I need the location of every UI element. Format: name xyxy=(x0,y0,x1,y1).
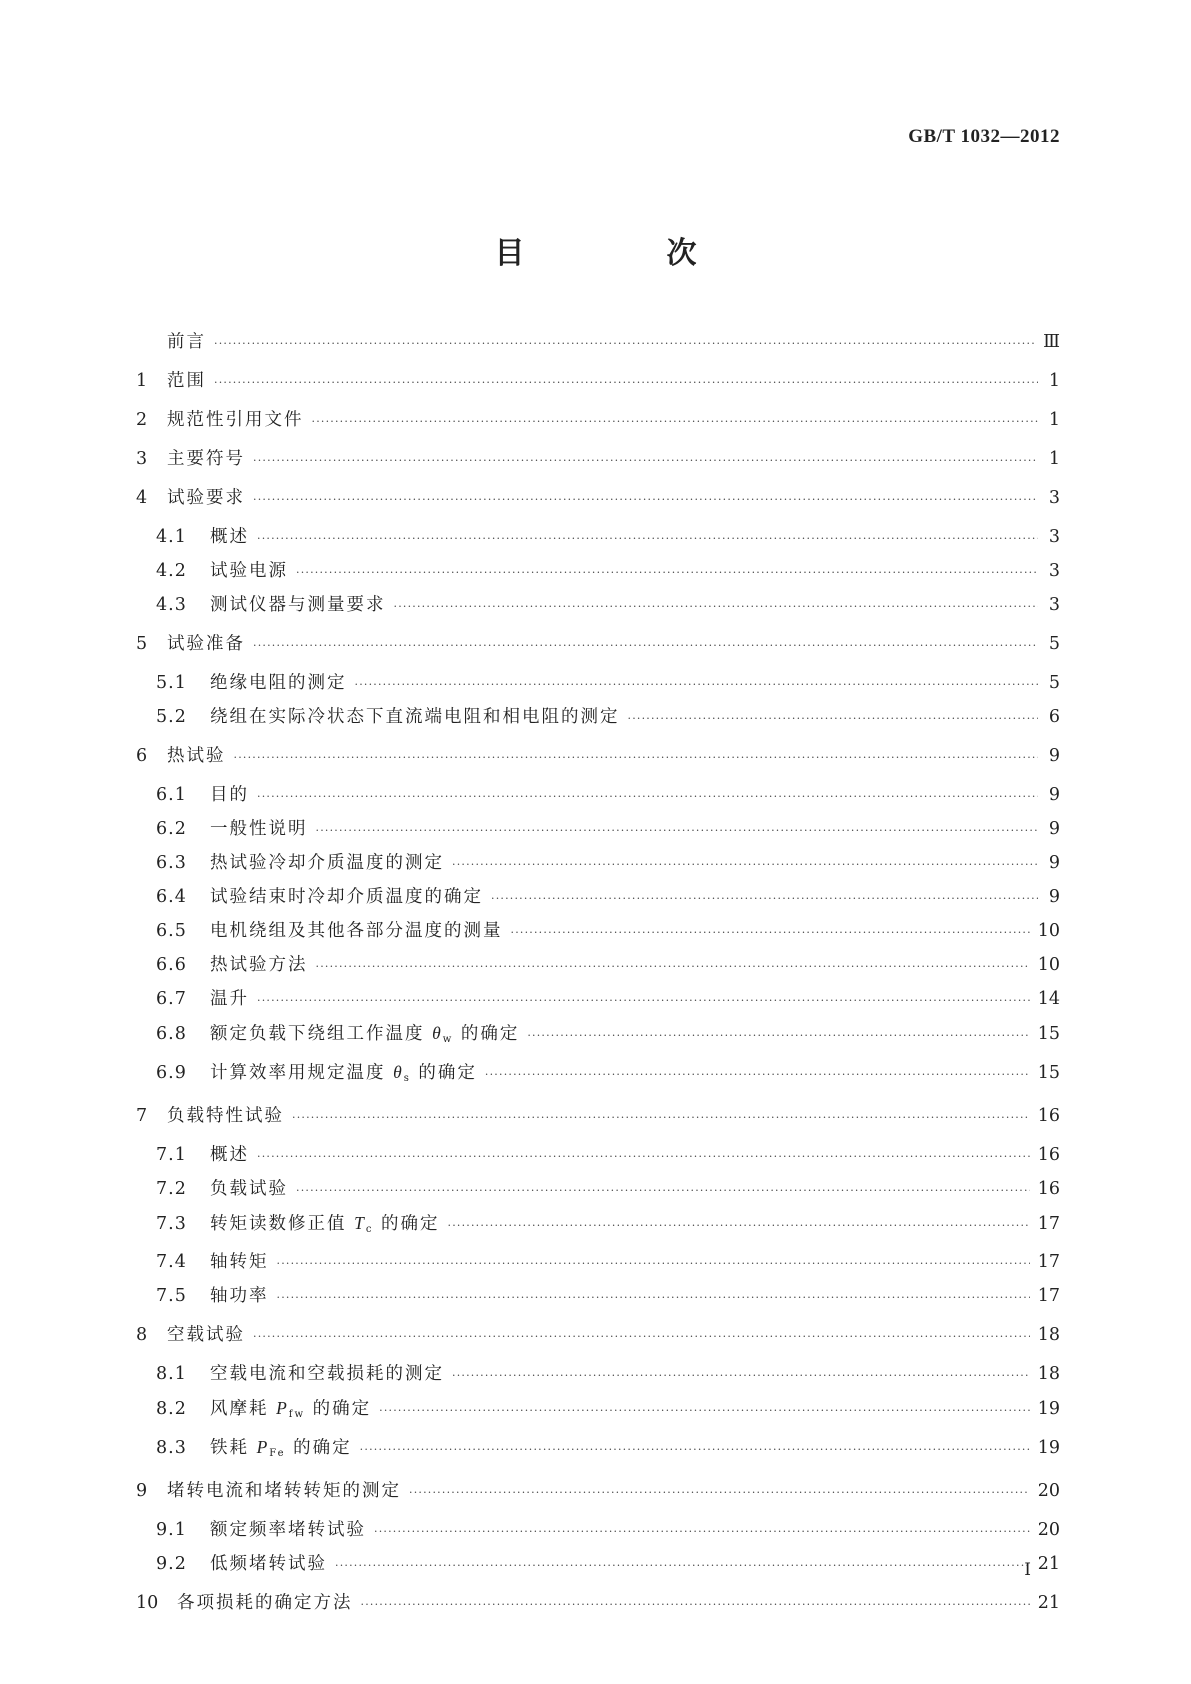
toc-entry-title: 概述 xyxy=(210,1145,249,1165)
toc-entry-page: 3 xyxy=(1048,595,1060,615)
toc-entry-number: 9.1 xyxy=(156,1520,187,1540)
toc-entry[interactable] xyxy=(136,707,1060,729)
toc-entry[interactable] xyxy=(136,449,1060,471)
toc-entry-number: 6.3 xyxy=(156,853,187,873)
toc-entry-page: 17 xyxy=(1037,1286,1060,1306)
toc-entry-page: 17 xyxy=(1037,1252,1060,1272)
dot-leader xyxy=(214,334,1035,354)
toc-entry-number: 9 xyxy=(136,1481,148,1501)
toc-entry[interactable] xyxy=(136,410,1060,432)
toc-entry-title: 目的 xyxy=(210,785,249,805)
toc-entry-title: 试验要求 xyxy=(167,488,245,508)
toc-entry[interactable] xyxy=(136,1481,1060,1503)
toc-entry-title: 转矩读数修正值 $T_c$ 的确定 xyxy=(210,1213,440,1235)
toc-entry-title: 各项损耗的确定方法 xyxy=(177,1593,353,1613)
dot-leader xyxy=(379,1401,1030,1421)
toc-entry-page: 3 xyxy=(1048,488,1060,508)
toc-entry-number: 9.2 xyxy=(156,1554,187,1574)
toc-entry[interactable] xyxy=(136,561,1060,583)
toc-entry[interactable] xyxy=(136,1062,1060,1089)
toc-entry-number: 8.1 xyxy=(156,1364,187,1384)
toc-entry[interactable] xyxy=(136,819,1060,841)
dot-leader xyxy=(257,1147,1030,1167)
dot-leader xyxy=(277,1254,1030,1274)
dot-leader xyxy=(296,563,1038,583)
toc-entry-number: 1 xyxy=(136,371,148,391)
toc-entry-number: 7.4 xyxy=(156,1252,187,1272)
dot-leader xyxy=(253,636,1038,656)
toc-entry-title: 堵转电流和堵转转矩的测定 xyxy=(167,1481,401,1501)
toc-entry-number: 7.1 xyxy=(156,1145,187,1165)
toc-entry-page: 3 xyxy=(1048,561,1060,581)
toc-entry-number: 6 xyxy=(136,746,148,766)
standard-number: GB/T 1032—2012 xyxy=(908,126,1060,147)
toc-entry-number: 6.1 xyxy=(156,785,187,805)
toc-entry-title: 试验结束时冷却介质温度的确定 xyxy=(210,887,483,907)
toc-entry[interactable] xyxy=(136,332,1060,354)
toc-entry-page: 9 xyxy=(1048,746,1060,766)
toc-entry-page: 16 xyxy=(1037,1145,1060,1165)
toc-entry[interactable] xyxy=(136,1213,1060,1240)
toc-entry-page: 1 xyxy=(1048,410,1060,430)
dot-leader xyxy=(253,1327,1030,1347)
math-symbol: T xyxy=(354,1213,366,1233)
toc-entry-number: 6.8 xyxy=(156,1024,187,1044)
toc-entry[interactable] xyxy=(136,488,1060,510)
toc-entry[interactable] xyxy=(136,1437,1060,1464)
toc-entry-number: 7.5 xyxy=(156,1286,187,1306)
toc-entry-title: 热试验冷却介质温度的测定 xyxy=(210,853,444,873)
toc-entry[interactable] xyxy=(136,1398,1060,1425)
page-number: I xyxy=(1024,1560,1031,1580)
math-subscript: w xyxy=(442,1034,454,1045)
toc-entry[interactable] xyxy=(136,673,1060,695)
toc-entry-title: 规范性引用文件 xyxy=(167,410,304,430)
dot-leader xyxy=(355,675,1039,695)
dot-leader xyxy=(452,855,1038,875)
toc-entry[interactable] xyxy=(136,785,1060,807)
math-symbol: θ xyxy=(393,1062,404,1082)
toc-entry-page: 10 xyxy=(1037,955,1060,975)
dot-leader xyxy=(374,1522,1030,1542)
math-subscript: Fe xyxy=(269,1448,286,1459)
toc-entry-page: 18 xyxy=(1037,1325,1060,1345)
toc-entry-title: 试验电源 xyxy=(210,561,288,581)
toc-entry-page: 1 xyxy=(1048,449,1060,469)
toc-entry-page: 6 xyxy=(1048,707,1060,727)
toc-entry-number: 7.2 xyxy=(156,1179,187,1199)
toc-entry[interactable] xyxy=(136,371,1060,393)
toc-entry[interactable] xyxy=(136,1179,1060,1201)
toc-entry-page: 10 xyxy=(1037,921,1060,941)
math-subscript: c xyxy=(365,1224,374,1235)
toc-entry-page: 16 xyxy=(1037,1106,1060,1126)
dot-leader xyxy=(485,1065,1030,1085)
toc-entry-page: 16 xyxy=(1037,1179,1060,1199)
dot-leader xyxy=(296,1181,1030,1201)
toc-entry-number: 10 xyxy=(136,1593,159,1613)
toc-entry-number: 6.2 xyxy=(156,819,187,839)
toc-entry-title: 负载试验 xyxy=(210,1179,288,1199)
toc-entry-title: 空载电流和空载损耗的测定 xyxy=(210,1364,444,1384)
toc-entry-page: 19 xyxy=(1037,1438,1060,1458)
toc-entry[interactable] xyxy=(136,1325,1060,1347)
dot-leader xyxy=(253,451,1038,471)
toc-entry-title: 额定负载下绕组工作温度 $\theta_w$ 的确定 xyxy=(210,1023,520,1045)
dot-leader xyxy=(448,1216,1030,1236)
toc-entry-page: 15 xyxy=(1037,1024,1060,1044)
toc-entry-title: 低频堵转试验 xyxy=(210,1554,327,1574)
toc-entry-title: 铁耗 $P_{Fe}$ 的确定 xyxy=(210,1437,352,1459)
math-subscript: s xyxy=(403,1073,411,1084)
toc-entry-title: 前言 xyxy=(167,332,206,352)
toc-entry-number: 7.3 xyxy=(156,1214,187,1234)
dot-leader xyxy=(452,1366,1030,1386)
dot-leader xyxy=(312,412,1039,432)
toc-entry-title: 试验准备 xyxy=(167,634,245,654)
toc-entry-page: 9 xyxy=(1048,887,1060,907)
toc-entry-page: 21 xyxy=(1037,1593,1060,1613)
toc-entry-number: 5.2 xyxy=(156,707,187,727)
toc-entry-title: 电机绕组及其他各部分温度的测量 xyxy=(210,921,503,941)
toc-entry-number: 6.4 xyxy=(156,887,187,907)
toc-entry[interactable] xyxy=(136,595,1060,617)
toc-entry[interactable] xyxy=(136,1364,1060,1386)
toc-entry[interactable] xyxy=(136,887,1060,909)
dot-leader xyxy=(360,1440,1030,1460)
dot-leader xyxy=(394,597,1039,617)
dot-leader xyxy=(234,748,1039,768)
toc-entry-number: 6.7 xyxy=(156,989,187,1009)
toc-entry-page: 9 xyxy=(1048,819,1060,839)
toc-entry-page: 9 xyxy=(1048,853,1060,873)
toc-entry-title: 测试仪器与测量要求 xyxy=(210,595,386,615)
toc-entry-page: 5 xyxy=(1048,634,1060,654)
dot-leader xyxy=(316,821,1039,841)
toc-entry-title: 主要符号 xyxy=(167,449,245,469)
toc-entry-number: 8.3 xyxy=(156,1438,187,1458)
toc-entry[interactable] xyxy=(136,1593,1060,1615)
toc-entry-title: 轴转矩 xyxy=(210,1252,269,1272)
dot-leader xyxy=(257,529,1038,549)
toc-entry-page: 17 xyxy=(1037,1214,1060,1234)
toc-entry-number: 6.6 xyxy=(156,955,187,975)
toc-entry-page: 14 xyxy=(1037,989,1060,1009)
toc-entry-page: 21 xyxy=(1037,1554,1060,1574)
toc-entry[interactable] xyxy=(136,527,1060,549)
toc-entry-page: 5 xyxy=(1048,673,1060,693)
dot-leader xyxy=(292,1108,1030,1128)
toc-entry-title: 绕组在实际冷状态下直流端电阻和相电阻的测定 xyxy=(210,707,620,727)
toc-entry-number: 3 xyxy=(136,449,148,469)
dot-leader xyxy=(361,1595,1030,1615)
toc-entry-title: 热试验方法 xyxy=(210,955,308,975)
toc-entry-title: 绝缘电阻的测定 xyxy=(210,673,347,693)
toc-entry-number: 8.2 xyxy=(156,1399,187,1419)
toc-entry-title: 轴功率 xyxy=(210,1286,269,1306)
toc-entry[interactable] xyxy=(136,746,1060,768)
toc-entry-number: 7 xyxy=(136,1106,148,1126)
toc-entry-title: 空载试验 xyxy=(167,1325,245,1345)
toc-entry[interactable] xyxy=(136,1023,1060,1050)
toc-entry-title: 温升 xyxy=(210,989,249,1009)
toc-entry-number: 4 xyxy=(136,488,148,508)
toc-entry[interactable] xyxy=(136,1520,1060,1542)
dot-leader xyxy=(511,923,1030,943)
dot-leader xyxy=(316,957,1030,977)
toc-entry-page: 20 xyxy=(1037,1520,1060,1540)
toc-entry-title: 一般性说明 xyxy=(210,819,308,839)
toc-entry[interactable] xyxy=(136,1106,1060,1128)
toc-entry-page: 15 xyxy=(1037,1063,1060,1083)
toc-entry-page: 19 xyxy=(1037,1399,1060,1419)
math-subscript: fw xyxy=(288,1409,306,1420)
dot-leader xyxy=(628,709,1039,729)
math-symbol: P xyxy=(276,1398,289,1418)
toc-entry[interactable] xyxy=(136,921,1060,943)
toc-entry[interactable] xyxy=(136,1252,1060,1274)
toc-entry-page: 20 xyxy=(1037,1481,1060,1501)
dot-leader xyxy=(527,1026,1029,1046)
dot-leader xyxy=(277,1288,1030,1308)
toc-entry[interactable] xyxy=(136,1145,1060,1167)
toc-entry-title: 风摩耗 $P_{fw}$ 的确定 xyxy=(210,1398,372,1420)
toc-entry-number: 2 xyxy=(136,410,148,430)
toc-entry-title: 负载特性试验 xyxy=(167,1106,284,1126)
toc-entry-title: 额定频率堵转试验 xyxy=(210,1520,366,1540)
dot-leader xyxy=(409,1483,1030,1503)
toc-entry-number: 5 xyxy=(136,634,148,654)
dot-leader xyxy=(257,787,1038,807)
toc-entry[interactable] xyxy=(136,989,1060,1011)
dot-leader xyxy=(214,373,1038,393)
toc-entry-page: 18 xyxy=(1037,1364,1060,1384)
toc-entry[interactable] xyxy=(136,853,1060,875)
toc-entry[interactable] xyxy=(136,634,1060,656)
dot-leader xyxy=(253,490,1038,510)
math-symbol: θ xyxy=(432,1023,443,1043)
page-title: 目 次 xyxy=(494,236,753,271)
toc-entry-title: 概述 xyxy=(210,527,249,547)
toc-entry-page: 9 xyxy=(1048,785,1060,805)
toc-entry-number: 4.3 xyxy=(156,595,187,615)
toc-entry-number: 6.9 xyxy=(156,1063,187,1083)
dot-leader xyxy=(491,889,1038,909)
table-of-contents xyxy=(136,332,1060,1615)
toc-entry-title: 计算效率用规定温度 $\theta_s$ 的确定 xyxy=(210,1062,477,1084)
toc-entry[interactable] xyxy=(136,1286,1060,1308)
toc-entry-number: 4.1 xyxy=(156,527,187,547)
toc-entry-number: 6.5 xyxy=(156,921,187,941)
toc-entry-page: 3 xyxy=(1048,527,1060,547)
toc-entry-number: 8 xyxy=(136,1325,148,1345)
toc-entry-title: 范围 xyxy=(167,371,206,391)
toc-entry-page: Ⅲ xyxy=(1043,332,1060,352)
math-symbol: P xyxy=(256,1437,270,1457)
toc-entry-number: 5.1 xyxy=(156,673,187,693)
toc-entry-title: 热试验 xyxy=(167,746,226,766)
toc-entry[interactable] xyxy=(136,955,1060,977)
dot-leader xyxy=(257,991,1030,1011)
toc-entry-page: 1 xyxy=(1048,371,1060,391)
toc-entry-number: 4.2 xyxy=(156,561,187,581)
